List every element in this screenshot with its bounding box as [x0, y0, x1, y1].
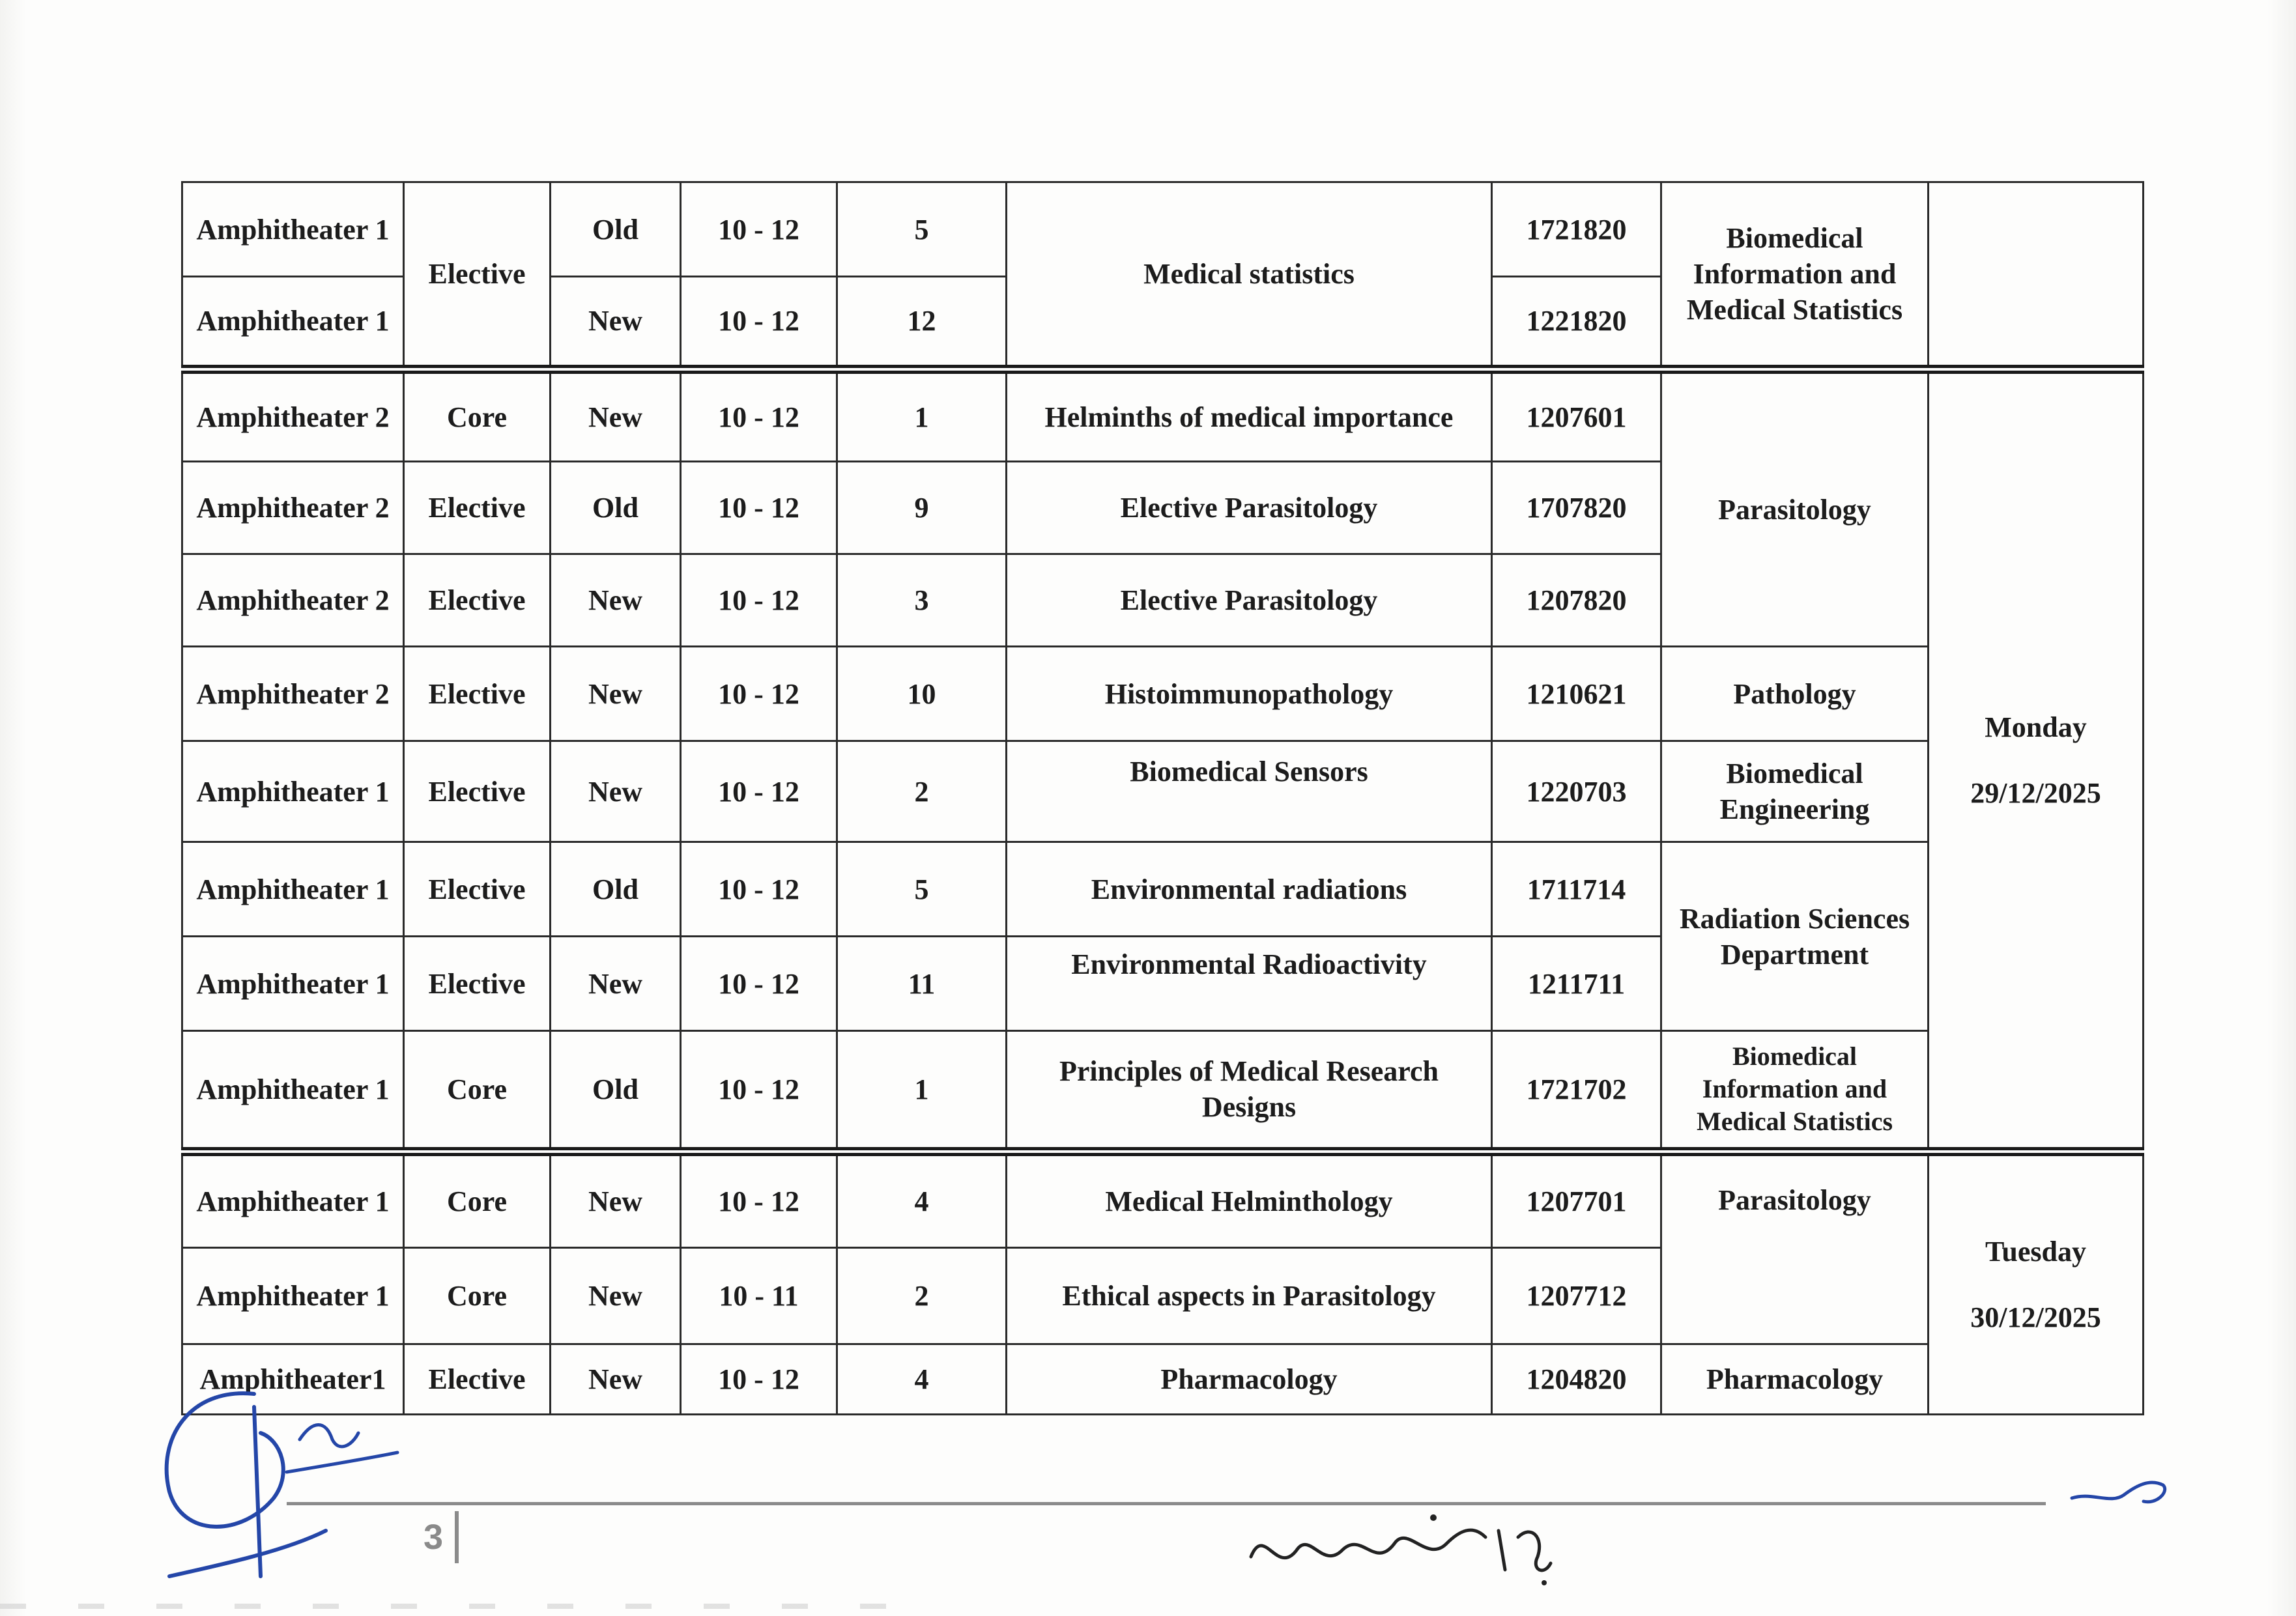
- students-cell: 5: [837, 842, 1007, 937]
- students-cell: 3: [837, 554, 1007, 647]
- department-cell: Radiation Sciences Department: [1661, 842, 1929, 1031]
- table-row: [182, 1344, 2144, 1415]
- table-row: [182, 1152, 2144, 1248]
- students-cell: 4: [837, 1344, 1007, 1415]
- regulation-cell: New: [551, 1344, 681, 1415]
- regulation-cell: New: [551, 554, 681, 647]
- department-cell: Parasitology: [1661, 369, 1929, 647]
- students-cell: 2: [837, 1248, 1007, 1344]
- hall-cell: Amphitheater1: [182, 1344, 404, 1415]
- course-type-cell: Elective: [404, 554, 551, 647]
- course-type-cell: Elective: [404, 741, 551, 842]
- exam-schedule-table: [181, 181, 2144, 1415]
- table-row: [182, 1031, 2144, 1152]
- hall-cell: Amphitheater 1: [182, 1248, 404, 1344]
- hall-cell: Amphitheater 1: [182, 182, 404, 277]
- students-cell: 4: [837, 1152, 1007, 1248]
- hall-cell: Amphitheater 1: [182, 277, 404, 369]
- course-type-cell: Core: [404, 1152, 551, 1248]
- regulation-cell: New: [551, 277, 681, 369]
- signature-scrawl: [130, 1381, 417, 1589]
- table-row: [182, 741, 2144, 842]
- hall-cell: Amphitheater 2: [182, 554, 404, 647]
- time-cell: 10 - 12: [681, 1152, 837, 1248]
- time-cell: 10 - 12: [681, 842, 837, 937]
- course-code-cell: 1204820: [1492, 1344, 1661, 1415]
- regulation-cell: New: [551, 1248, 681, 1344]
- hall-cell: Amphitheater 2: [182, 369, 404, 462]
- course-name-cell: Environmental radiations: [1007, 842, 1492, 937]
- course-type-cell: Elective: [404, 182, 551, 369]
- department-cell: Biomedical Information and Medical Statistics: [1661, 1031, 1929, 1152]
- hall-cell: Amphitheater 2: [182, 647, 404, 741]
- department-cell: Pathology: [1661, 647, 1929, 741]
- table-row: [182, 369, 2144, 462]
- students-cell: 2: [837, 741, 1007, 842]
- page-number: 3: [423, 1511, 459, 1563]
- course-code-cell: 1221820: [1492, 277, 1661, 369]
- course-type-cell: Elective: [404, 462, 551, 554]
- course-name-cell: Principles of Medical Research Designs: [1007, 1031, 1492, 1152]
- students-cell: 5: [837, 182, 1007, 277]
- hall-cell: Amphitheater 1: [182, 741, 404, 842]
- time-cell: 10 - 12: [681, 1031, 837, 1152]
- time-cell: 10 - 12: [681, 369, 837, 462]
- course-type-cell: Core: [404, 369, 551, 462]
- regulation-cell: New: [551, 369, 681, 462]
- course-name-cell: Environmental Radioactivity: [1007, 937, 1492, 1031]
- regulation-cell: Old: [551, 1031, 681, 1152]
- course-name-cell: Elective Parasitology: [1007, 462, 1492, 554]
- time-cell: 10 - 12: [681, 462, 837, 554]
- course-name-cell: Biomedical Sensors: [1007, 741, 1492, 842]
- hall-cell: Amphitheater 1: [182, 937, 404, 1031]
- course-name-cell: Medical Helminthology: [1007, 1152, 1492, 1248]
- students-cell: 10: [837, 647, 1007, 741]
- day-name: Monday: [1985, 711, 2087, 743]
- time-cell: 10 - 12: [681, 647, 837, 741]
- time-cell: 10 - 12: [681, 937, 837, 1031]
- students-cell: 9: [837, 462, 1007, 554]
- day-cell-tuesday: [1929, 1152, 2144, 1415]
- table-row: [182, 842, 2144, 937]
- regulation-cell: New: [551, 1152, 681, 1248]
- students-cell: 12: [837, 277, 1007, 369]
- course-code-cell: 1207712: [1492, 1248, 1661, 1344]
- day-date: 29/12/2025: [1970, 777, 2101, 809]
- regulation-cell: New: [551, 741, 681, 842]
- handwritten-signature: [1238, 1498, 1564, 1596]
- time-cell: 10 - 12: [681, 554, 837, 647]
- course-code-cell: 1721820: [1492, 182, 1661, 277]
- day-cell-empty: [1929, 182, 2144, 369]
- students-cell: 11: [837, 937, 1007, 1031]
- department-cell: Biomedical Engineering: [1661, 741, 1929, 842]
- time-cell: 10 - 12: [681, 741, 837, 842]
- course-code-cell: 1220703: [1492, 741, 1661, 842]
- department-cell: Biomedical Information and Medical Statistics: [1661, 182, 1929, 369]
- time-cell: 10 - 12: [681, 182, 837, 277]
- department-cell: Parasitology: [1661, 1152, 1929, 1344]
- department-cell: Pharmacology: [1661, 1344, 1929, 1415]
- time-cell: 10 - 11: [681, 1248, 837, 1344]
- initials-mark: [2065, 1466, 2176, 1524]
- hall-cell: Amphitheater 1: [182, 1152, 404, 1248]
- course-type-cell: Elective: [404, 937, 551, 1031]
- course-type-cell: Elective: [404, 842, 551, 937]
- footer-rule: [287, 1502, 2046, 1505]
- course-code-cell: 1207701: [1492, 1152, 1661, 1248]
- hall-cell: Amphitheater 1: [182, 842, 404, 937]
- course-code-cell: 1707820: [1492, 462, 1661, 554]
- course-code-cell: 1721702: [1492, 1031, 1661, 1152]
- course-code-cell: 1211711: [1492, 937, 1661, 1031]
- table-row: [182, 647, 2144, 741]
- hall-cell: Amphitheater 1: [182, 1031, 404, 1152]
- regulation-cell: Old: [551, 182, 681, 277]
- regulation-cell: Old: [551, 842, 681, 937]
- day-cell-monday: [1929, 369, 2144, 1152]
- day-date: 30/12/2025: [1970, 1301, 2101, 1334]
- course-type-cell: Core: [404, 1248, 551, 1344]
- course-name-cell: Helminths of medical importance: [1007, 369, 1492, 462]
- course-code-cell: 1210621: [1492, 647, 1661, 741]
- regulation-cell: New: [551, 647, 681, 741]
- course-code-cell: 1207820: [1492, 554, 1661, 647]
- table-row: [182, 182, 2144, 277]
- course-code-cell: 1207601: [1492, 369, 1661, 462]
- regulation-cell: New: [551, 937, 681, 1031]
- students-cell: 1: [837, 369, 1007, 462]
- course-code-cell: 1711714: [1492, 842, 1661, 937]
- students-cell: 1: [837, 1031, 1007, 1152]
- course-name-cell: Elective Parasitology: [1007, 554, 1492, 647]
- course-type-cell: Elective: [404, 647, 551, 741]
- day-name: Tuesday: [1985, 1236, 2086, 1268]
- scan-artifact: [0, 1604, 912, 1609]
- course-name-cell: Medical statistics: [1007, 182, 1492, 369]
- regulation-cell: Old: [551, 462, 681, 554]
- course-name-cell: Histoimmunopathology: [1007, 647, 1492, 741]
- course-name-cell: Ethical aspects in Parasitology: [1007, 1248, 1492, 1344]
- hall-cell: Amphitheater 2: [182, 462, 404, 554]
- time-cell: 10 - 12: [681, 1344, 837, 1415]
- time-cell: 10 - 12: [681, 277, 837, 369]
- course-name-cell: Pharmacology: [1007, 1344, 1492, 1415]
- course-type-cell: Elective: [404, 1344, 551, 1415]
- course-type-cell: Core: [404, 1031, 551, 1152]
